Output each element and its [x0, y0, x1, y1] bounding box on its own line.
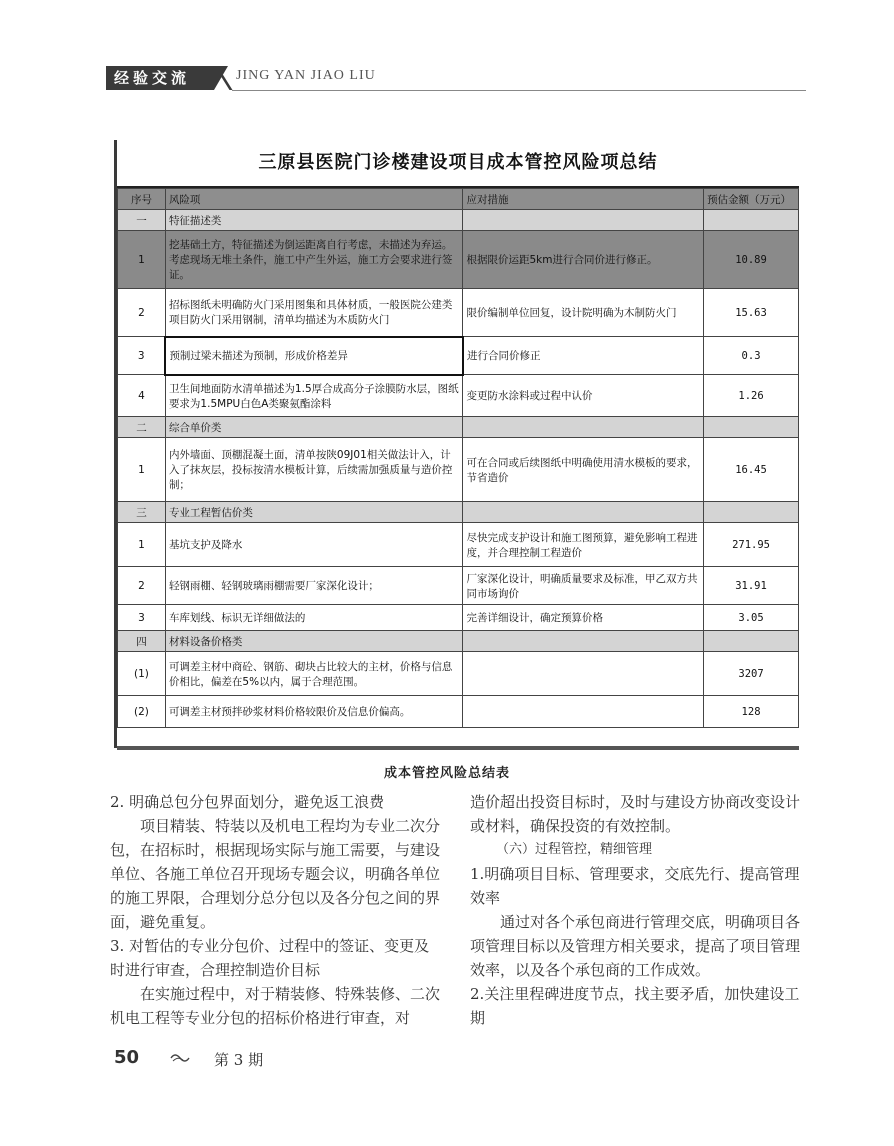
measure-cell [463, 631, 704, 652]
section-label: 经验交流 [106, 66, 214, 90]
measure-cell: 根据限价运距5km进行合同价进行修正。 [463, 231, 704, 289]
row-number-cell: 2 [118, 567, 166, 605]
amount-cell: 16.45 [704, 438, 799, 502]
amount-cell: 0.3 [704, 337, 799, 375]
body-paragraph: 在实施过程中，对于精装修、特殊装修、二次机电工程等专业分包的招标价格进行审查，对 [110, 985, 441, 1027]
table-row [118, 231, 799, 289]
amount-cell: 31.91 [704, 567, 799, 605]
table-row [118, 375, 799, 417]
row-number-cell: 四 [118, 631, 166, 652]
risk-cell: 卫生间地面防水清单描述为1.5厚合成高分子涂膜防水层，图纸要求为1.5MPU白色A类聚氨酯涂料 [165, 375, 463, 417]
table-row [118, 337, 799, 375]
row-number-cell: 三 [118, 502, 166, 523]
amount-cell: 10.89 [704, 231, 799, 289]
risk-cell: 基坑支护及降水 [165, 523, 463, 567]
table-header-row [118, 189, 799, 210]
risk-summary-table-figure [117, 140, 799, 750]
section-header [106, 66, 806, 92]
measure-cell [463, 696, 704, 728]
risk-cell: 可调差主材中商砼、钢筋、砌块占比较大的主材，价格与信息价相比，偏差在5%以内，属于合理范围。 [165, 652, 463, 696]
amount-cell: 271.95 [704, 523, 799, 567]
row-number-cell: 3 [118, 605, 166, 631]
row-number-cell: 1 [118, 231, 166, 289]
measure-cell [463, 210, 704, 231]
risk-cell: 预制过梁未描述为预制，形成价格差异 [165, 337, 463, 375]
risk-cell: 招标图纸未明确防火门采用图集和具体材质，一般医院公建类项目防火门采用钢制，清单均描述为木质防火门 [165, 289, 463, 337]
amount-cell [704, 210, 799, 231]
row-number-cell: (1) [118, 652, 166, 696]
measure-cell: 完善详细设计，确定预算价格 [463, 605, 704, 631]
table-row [118, 567, 799, 605]
body-paragraph: （六）过程管控，精细管理 [496, 842, 653, 857]
body-paragraph: 通过对各个承包商进行管理交底，明确项目各项管理目标以及管理方相关要求，提高了项目管理效率，以及各个承包商的工作成效。 [470, 913, 801, 979]
table-title: 三原县医院门诊楼建设项目成本管控风险项总结 [117, 140, 799, 188]
table-row [118, 289, 799, 337]
body-paragraph: 1.明确项目目标、管理要求，交底先行、提高管理效率 [470, 865, 800, 907]
table-body [118, 210, 799, 728]
decorative-ornament-icon [170, 1052, 190, 1064]
table-row [118, 605, 799, 631]
risk-cell: 特征描述类 [165, 210, 463, 231]
amount-cell: 128 [704, 696, 799, 728]
page-number: 50 [114, 1047, 140, 1068]
risk-cell: 挖基础土方，特征描述为倒运距离自行考虑，未描述为弃运。考虑现场无堆土条件，施工中产生外运，施工方会要求进行签证。 [165, 231, 463, 289]
row-number-cell: 1 [118, 523, 166, 567]
measure-cell: 可在合同或后续图纸中明确使用清水模板的要求，节省造价 [463, 438, 704, 502]
risk-cell: 专业工程暂估价类 [165, 502, 463, 523]
section-row [118, 502, 799, 523]
body-paragraph: 3. 对暂估的专业分包价、过程中的签证、变更及时进行审查，合理控制造价目标 [110, 937, 430, 979]
amount-cell [704, 502, 799, 523]
risk-cell: 综合单价类 [165, 417, 463, 438]
table-row [118, 523, 799, 567]
risk-table [117, 188, 799, 728]
right-text-column [470, 790, 800, 1030]
section-row [118, 210, 799, 231]
measure-cell [463, 652, 704, 696]
body-paragraph: 造价超出投资目标时，及时与建设方协商改变设计或材料，确保投资的有效控制。 [470, 793, 801, 835]
measure-cell: 进行合同价修正 [463, 337, 704, 375]
measure-cell [463, 502, 704, 523]
row-number-cell: 3 [118, 337, 166, 375]
amount-cell [704, 417, 799, 438]
col-header-measure: 应对措施 [463, 189, 704, 210]
body-paragraph: 2. 明确总包分包界面划分，避免返工浪费 [110, 793, 385, 811]
issue-label: 第 3 期 [214, 1051, 264, 1069]
table-bottom-border [117, 746, 799, 750]
measure-cell: 厂家深化设计，明确质量要求及标准，甲乙双方共同市场询价 [463, 567, 704, 605]
header-rule [232, 90, 806, 91]
section-label-pinyin: JING YAN JIAO LIU [236, 68, 376, 83]
row-number-cell: 二 [118, 417, 166, 438]
row-number-cell: 4 [118, 375, 166, 417]
section-row [118, 631, 799, 652]
amount-cell [704, 631, 799, 652]
body-paragraph: 项目精装、特装以及机电工程均为专业二次分包，在招标时，根据现场实际与施工需要，与建设单位、各施工单位召开现场专题会议，明确各单位的施工界限，合理划分总分包以及各分包之间的界面，避免重复。 [110, 817, 441, 931]
amount-cell: 1.26 [704, 375, 799, 417]
amount-cell: 3207 [704, 652, 799, 696]
left-text-column [110, 790, 440, 1030]
risk-cell: 车库划线、标识无详细做法的 [165, 605, 463, 631]
measure-cell: 变更防水涂料或过程中认价 [463, 375, 704, 417]
row-number-cell: (2) [118, 696, 166, 728]
risk-cell: 材料设备价格类 [165, 631, 463, 652]
amount-cell: 15.63 [704, 289, 799, 337]
col-header-no: 序号 [118, 189, 166, 210]
row-number-cell: 一 [118, 210, 166, 231]
table-caption: 成本管控风险总结表 [383, 766, 510, 781]
measure-cell: 限价编制单位回复，设计院明确为木制防火门 [463, 289, 704, 337]
col-header-amount: 预估金额（万元） [704, 189, 799, 210]
amount-cell: 3.05 [704, 605, 799, 631]
table-row [118, 696, 799, 728]
risk-cell: 内外墙面、顶棚混凝土面，清单按陕09J01相关做法计入，计入了抹灰层，投标按清水模板计算，后续需加强质量与造价控制； [165, 438, 463, 502]
risk-cell: 可调差主材预拌砂浆材料价格较限价及信息价偏高。 [165, 696, 463, 728]
body-paragraph: 2.关注里程碑进度节点，找主要矛盾，加快建设工期 [470, 985, 800, 1027]
measure-cell [463, 417, 704, 438]
risk-cell: 轻钢雨棚、轻钢玻璃雨棚需要厂家深化设计； [165, 567, 463, 605]
row-number-cell: 2 [118, 289, 166, 337]
table-row [118, 652, 799, 696]
row-number-cell: 1 [118, 438, 166, 502]
measure-cell: 尽快完成支护设计和施工图预算，避免影响工程进度，并合理控制工程造价 [463, 523, 704, 567]
col-header-risk: 风险项 [165, 189, 463, 210]
section-row [118, 417, 799, 438]
table-row [118, 438, 799, 502]
